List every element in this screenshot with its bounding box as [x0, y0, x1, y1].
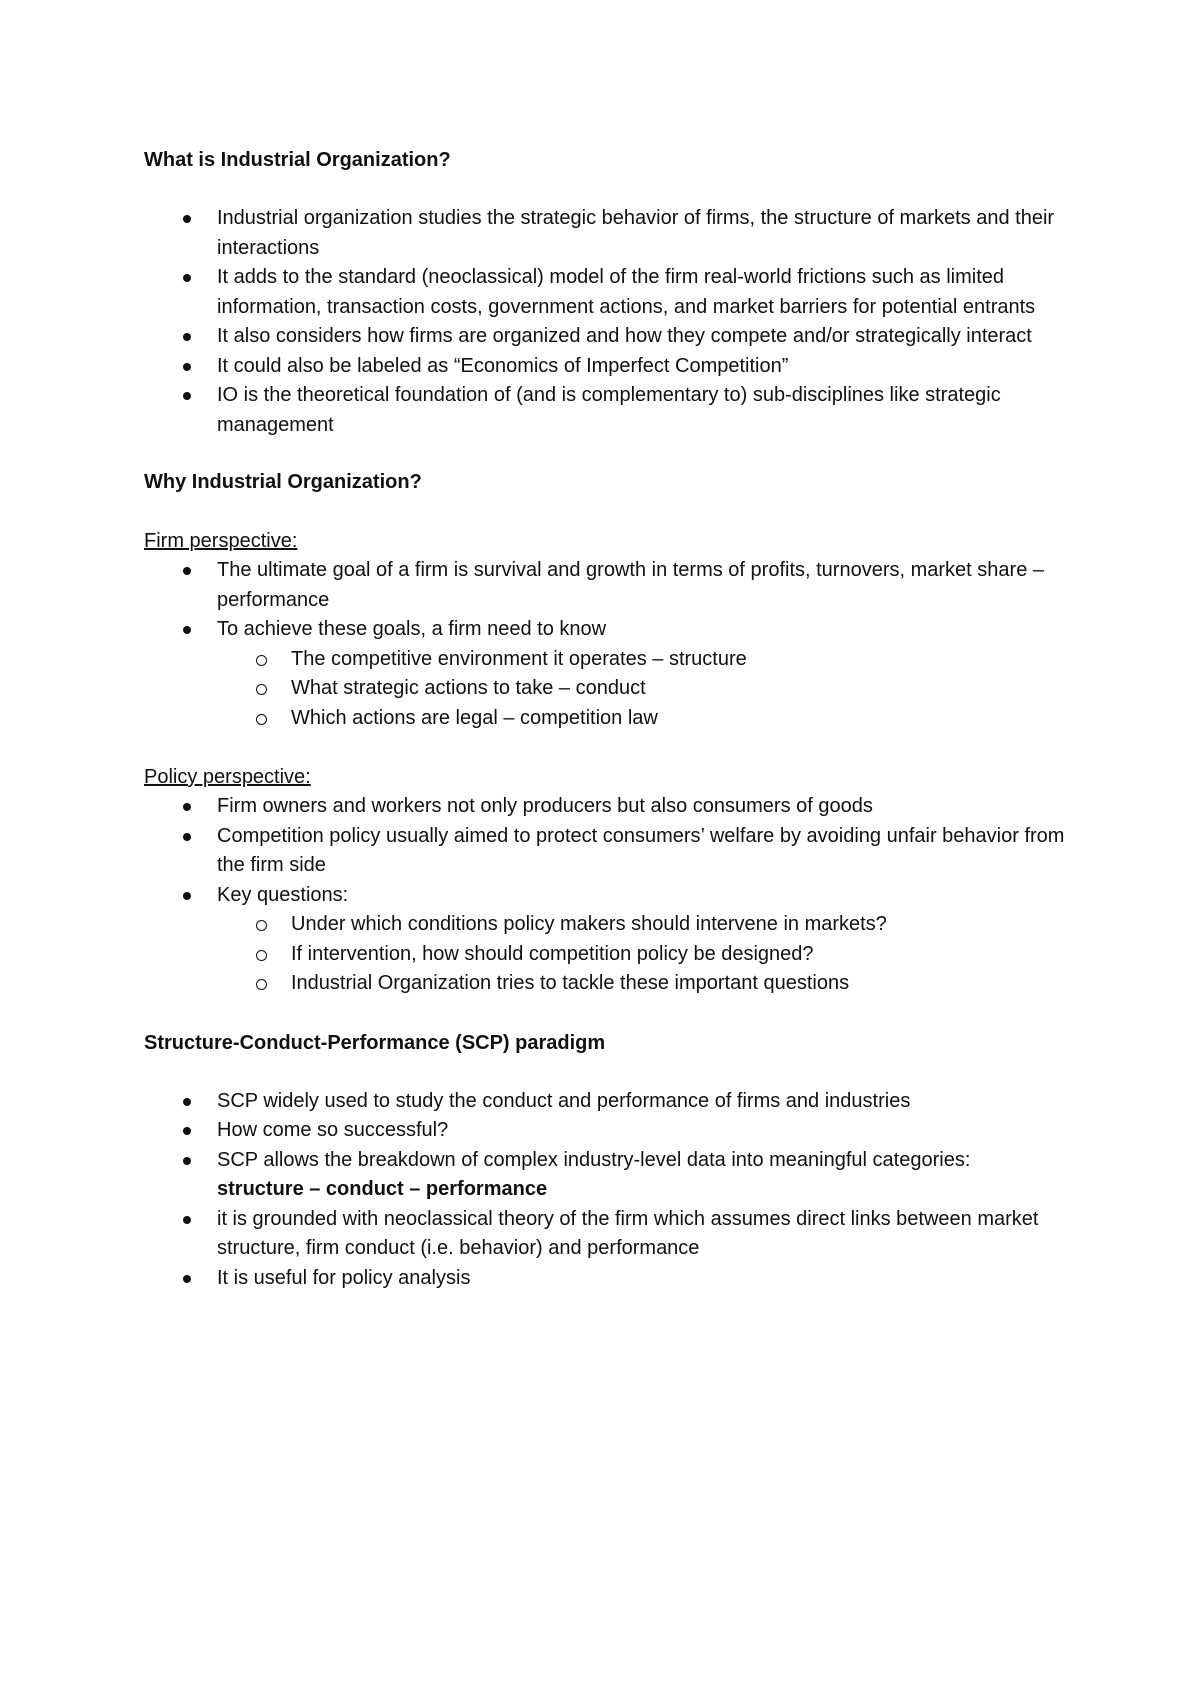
list-item: It also considers how firms are organized and how they compete and/or strategically interact — [144, 322, 1074, 352]
list-io-definition — [144, 204, 1074, 440]
list-item: How come so successful? — [144, 1116, 1074, 1146]
sub-list-item: Under which conditions policy makers should intervene in markets? — [144, 910, 1074, 940]
list-scp — [144, 1087, 1074, 1294]
list-item — [144, 1146, 1074, 1205]
subheading-firm-perspective: Firm perspective: — [144, 530, 298, 552]
subheading-policy-perspective: Policy perspective: — [144, 766, 311, 788]
list-item: It could also be labeled as “Economics of Imperfect Competition” — [144, 352, 1074, 382]
heading-why-io: Why Industrial Organization? — [144, 471, 422, 493]
sub-list-item: Which actions are legal – competition law — [144, 704, 1074, 734]
list-item: Firm owners and workers not only producers but also consumers of goods — [144, 792, 1074, 822]
list-item: To achieve these goals, a firm need to know — [144, 615, 1074, 645]
list-item: SCP widely used to study the conduct and performance of firms and industries — [144, 1087, 1074, 1117]
list-item: it is grounded with neoclassical theory of the firm which assumes direct links between market structure, firm conduct (i.e. behavior) and performance — [144, 1205, 1074, 1264]
sub-list-item: What strategic actions to take – conduct — [144, 674, 1074, 704]
list-item: It is useful for policy analysis — [144, 1264, 1074, 1294]
sub-list-item: The competitive environment it operates – structure — [144, 645, 1074, 675]
sub-list-item: Industrial Organization tries to tackle these important questions — [144, 969, 1074, 999]
heading-what-is-io: What is Industrial Organization? — [144, 149, 451, 171]
sub-list-item: If intervention, how should competition policy be designed? — [144, 940, 1074, 970]
list-item: It adds to the standard (neoclassical) model of the firm real-world frictions such as limited information, transaction costs, government actions, and market barriers for potential entrants — [144, 263, 1074, 322]
list-item: Industrial organization studies the strategic behavior of firms, the structure of markets and their interactions — [144, 204, 1074, 263]
list-item-text: SCP allows the breakdown of complex industry-level data into meaningful categories: — [217, 1148, 971, 1171]
list-item: Competition policy usually aimed to protect consumers’ welfare by avoiding unfair behavior from the firm side — [144, 822, 1074, 881]
list-policy-perspective — [144, 792, 1074, 999]
list-item: The ultimate goal of a firm is survival and growth in terms of profits, turnovers, market share – performance — [144, 556, 1074, 615]
list-item: Key questions: — [144, 881, 1074, 911]
list-firm-perspective — [144, 556, 1074, 733]
document-body — [144, 145, 1074, 1293]
list-item: IO is the theoretical foundation of (and is complementary to) sub-disciplines like strategic management — [144, 381, 1074, 440]
heading-scp-paradigm: Structure-Conduct-Performance (SCP) paradigm — [144, 1031, 606, 1054]
bold-phrase-scp: structure – conduct – performance — [217, 1178, 548, 1200]
